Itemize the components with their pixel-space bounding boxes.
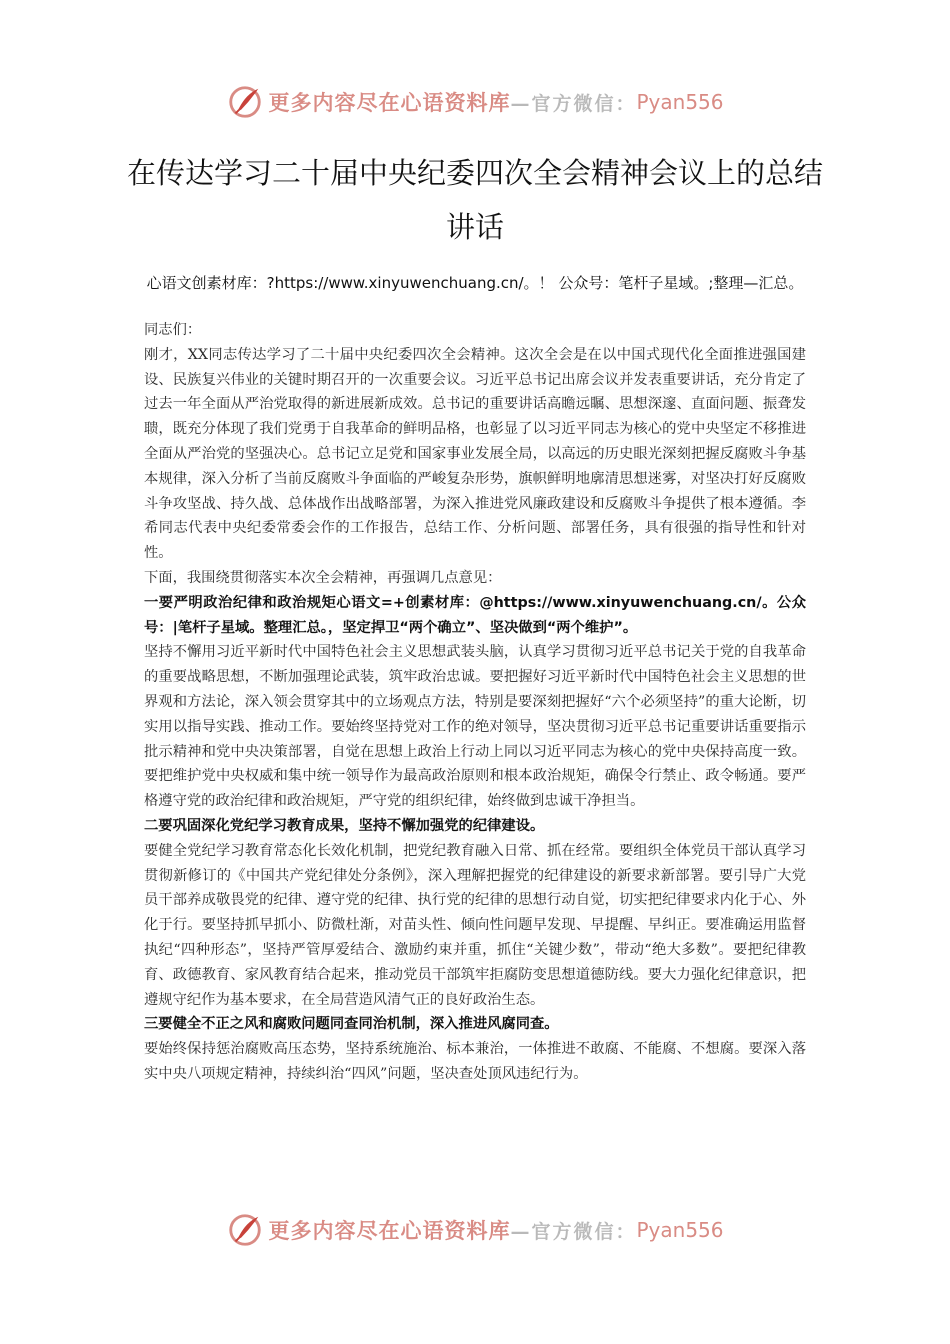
document-title: 在传达学习二十届中央纪委四次全会精神会议上的总结讲话	[126, 156, 823, 244]
banner-wechat-id: Pyan556	[636, 1218, 724, 1242]
banner-main-text: 更多内容尽在心语资料库	[268, 1218, 511, 1243]
paragraph-1: 刚才，XX同志传达学习了二十届中央纪委四次全会精神。这次全会是在以中国式现代化全面推进强国建设、民族复兴伟业的关键时期召开的一次重要会议。习近平总书记出席会议并发表重要讲话，充分肯定了过去一年全面从严治党取得的新进展新成效。总书记的重要讲话高瞻远瞩、思想深邃、直面问题、振聋发聩，既充分体现了我们党勇于自我革命的鲜明品格，也彰显了以习近平同志为核心的党中央坚定不移推进全面从严治党的坚强决心。总书记立足党和国家事业发展全局，以高远的历史眼光深刻把握反腐败斗争基本规律，深入分析了当前反腐败斗争面临的严峻复杂形势，旗帜鲜明地廓清思想迷雾，对坚决打好反腐败斗争攻坚战、持久战、总体战作出战略部署，为深入推进党风廉政建设和反腐败斗争提供了根本遵循。李希同志代表中央纪委常委会作的工作报告，总结工作、分析问题、部署任务，具有很强的指导性和针对性。	[144, 346, 806, 562]
paragraph-2: 下面，我围绕贯彻落实本次全会精神，再强调几点意见：	[144, 569, 502, 586]
quill-logo-icon	[226, 1211, 264, 1249]
source-line: 心语文创素材库：?https://www.xinyuwenchuang.cn/。！ 公众号：笔杆子星域。;整理—汇总。	[146, 274, 804, 292]
footer-banner	[0, 1210, 950, 1250]
banner-wechat-id: Pyan556	[636, 90, 724, 114]
greeting: 同志们：	[144, 322, 202, 338]
paragraph-3: 坚持不懈用习近平新时代中国特色社会主义思想武装头脑，认真学习贯彻习近平总书记关于党的自我革命的重要战略思想，不断加强理论武装，筑牢政治忠诚。要把握好习近平新时代中国特色社会主义思想的世界观和方法论，深入领会贯穿其中的立场观点方法，特别是要深刻把握好“六个必须坚持”的重大论断，切实用以指导实践、推动工作。要始终坚持党对工作的绝对领导，坚决贯彻习近平总书记重要讲话重要指示批示精神和党中央决策部署，自觉在思想上政治上行动上同以习近平同志为核心的党中央保持高度一致。要把维护党中央权威和集中统一领导作为最高政治原则和根本政治规矩，确保令行禁止、政令畅通。要严格遵守党的政治纪律和政治规矩，严守党的组织纪律，始终做到忠诚干净担当。	[144, 644, 806, 810]
paragraph-5: 要始终保持惩治腐败高压态势，坚持系统施治、标本兼治，一体推进不敢腐、不能腐、不想腐。要深入落实中央八项规定精神，持续纠治“四风”问题，坚决查处顶风违纪行为。	[144, 1041, 806, 1082]
section-heading-3: 三要健全不正之风和腐败问题同查同治机制，深入推进风腐同查。	[144, 1016, 559, 1033]
paragraph-4: 要健全党纪学习教育常态化长效化机制，把党纪教育融入日常、抓在经常。要组织全体党员干部认真学习贯彻新修订的《中国共产党纪律处分条例》，深入理解把握党的纪律建设的新要求新部署。要引导广大党员干部养成敬畏党的纪律、遵守党的纪律、执行党的纪律的思想行动自觉，切实把纪律要求内化于心、外化于行。要坚持抓早抓小、防微杜渐，对苗头性、倾向性问题早发现、早提醒、早纠正。要准确运用监督执纪“四种形态”，坚持严管厚爱结合、激励约束并重，抓住“关键少数”，带动“绝大多数”。要把纪律教育、政德教育、家风教育结合起来，推动党员干部筑牢拒腐防变思想道德防线。要大力强化纪律意识，把遵规守纪作为基本要求，在全局营造风清气正的良好政治生态。	[144, 842, 806, 1008]
document-body	[144, 318, 806, 1087]
section-heading-1: 一要严明政治纪律和政治规矩心语文=+创素材库：@https://www.xinyuwenchuang.cn/。公众号：|笔杆子星域。整理汇总。，坚定捍卫“两个确立”、坚决做到“两个维护”。	[144, 594, 806, 636]
banner-sub-text: —官方微信：	[510, 1220, 637, 1243]
banner-main-text: 更多内容尽在心语资料库	[268, 90, 511, 115]
section-heading-2: 二要巩固深化党纪学习教育成果，坚持不懈加强党的纪律建设。	[144, 817, 545, 834]
quill-logo-icon	[226, 83, 264, 121]
banner-sub-text: —官方微信：	[510, 92, 637, 115]
header-banner	[0, 82, 950, 122]
